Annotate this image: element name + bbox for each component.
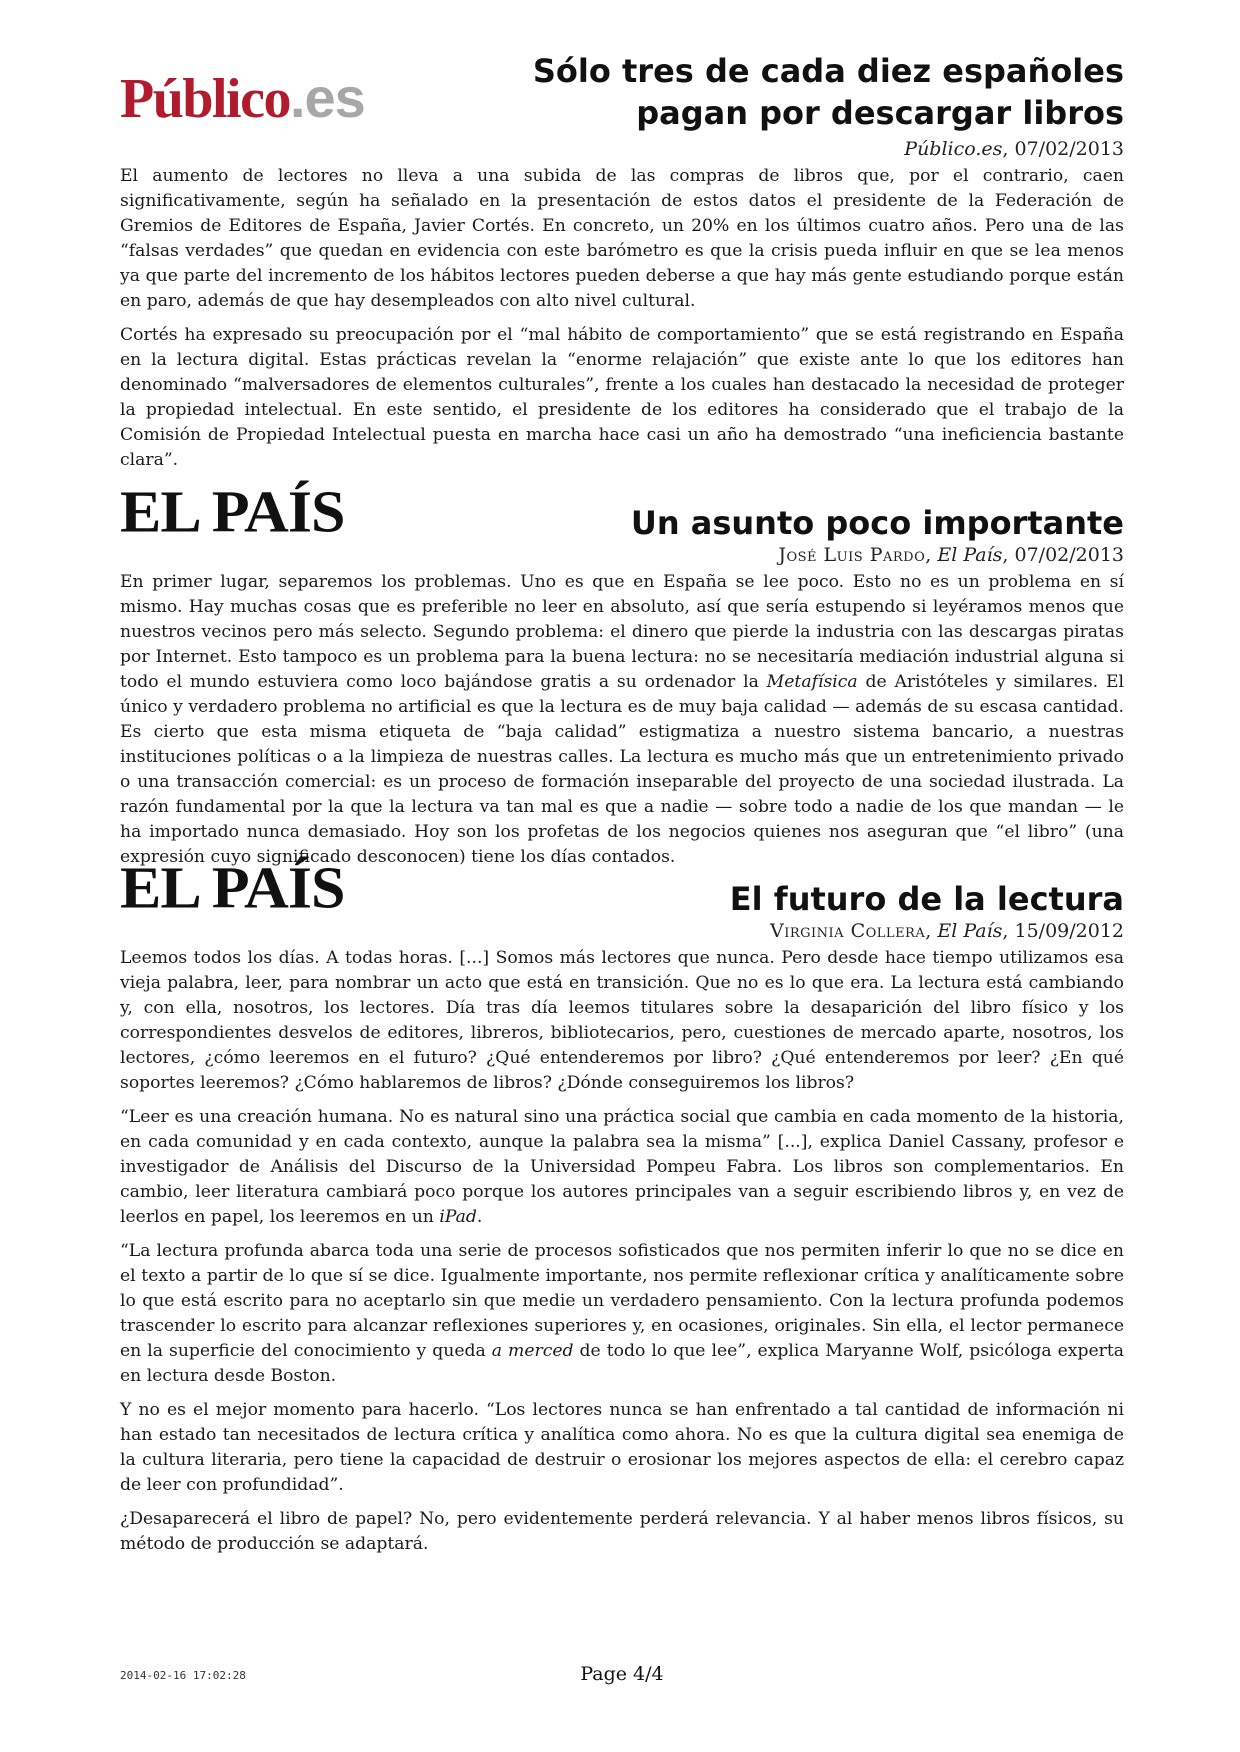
article-paragraph: Y no es el mejor momento para hacerlo. “Los lectores nunca se han enfrentado a tal cantidad de información ni han estado tan necesitados de lectura crítica y analítica como ahora. No es que la cultura digital sea enemiga de la cultura literaria, pero tiene la capacidad de destruir o erosionar los mejores aspectos de ella: el cerebro capaz de leer con profundidad”. <box>120 1400 1124 1495</box>
article-byline: Virginia Collera, El País, 15/09/2012 <box>770 920 1124 942</box>
publico-logo: Público.es <box>120 66 365 130</box>
article-paragraph: El aumento de lectores no lleva a una subida de las compras de libros que, por el contrario, caen significativamente, según ha señalado en la presentación de estos datos el presidente de la Federación de Gremios de Editores de España, Javier Cortés. En concreto, un 20% en los últimos cuatro años. Pero una de las “falsas verdades” que quedan en evidencia con este barómetro es que la crisis pueda influir en que se lea menos ya que parte del incremento de los hábitos lectores pueden deberse a que hay más gente estudiando porque están en paro, además de que hay desempleados con alto nivel cultural. <box>120 166 1124 311</box>
page-footer <box>120 1663 1124 1687</box>
article-paragraph: Leemos todos los días. A todas horas. [...] Somos más lectores que nunca. Pero desde hace tiempo utilizamos esa vieja palabra, leer, para nombrar un acto que está en transición. Que no es lo que era. La lectura está cambiando y, con ella, nosotros, los lectores. Día tras día leemos titulares sobre la desaparición del libro físico y los correspondientes desvelos de editores, libreros, bibliotecarios, pero, cuestiones de mercado aparte, nosotros, los lectores, ¿cómo leeremos en el futuro? ¿Qué entenderemos por libro? ¿Qué entenderemos por leer? ¿En qué soportes leeremos? ¿Cómo hablaremos de libros? ¿Dónde conseguiremos los libros? <box>120 948 1124 1093</box>
article-title: El futuro de la lectura <box>729 880 1124 918</box>
article-paragraph: En primer lugar, separemos los problemas. Uno es que en España se lee poco. Esto no es un problema en sí mismo. Hay muchas cosas que es preferible no leer en absoluto, así que sería estupendo si leyéramos menos que nuestros vecinos pero más selecto. Segundo problema: el dinero que pierde la industria con las descargas piratas por Internet. Esto tampoco es un problema para la buena lectura: no se necesitaría mediación industrial alguna si todo el mundo estuviera como loco bajándose gratis a su ordenador la Metafísica de Aristóteles y similares. El único y verdadero problema no artificial es que la lectura es de muy baja calidad — además de su escasa cantidad. Es cierto que esta misma etiqueta de “baja calidad” estigmatiza a nuestro sistema bancario, a nuestras instituciones políticas o a la limpieza de nuestras calles. La lectura es mucho más que un entretenimiento privado o una transacción comercial: es un proceso de formación inseparable del proyecto de una sociedad ilustrada. La razón fundamental por la que la lectura va tan mal es que a nadie — sobre todo a nadie de los que mandan — le ha importado nunca demasiado. Hoy son los profetas de los negocios quienes nos aseguran que “el libro” (una expresión cuyo significado desconocen) tiene los días contados. <box>120 572 1124 867</box>
article-paragraph: “La lectura profunda abarca toda una serie de procesos sofisticados que nos permiten inferir lo que no se dice en el texto a partir de lo que sí se dice. Igualmente importante, nos permite reflexionar crítica y analíticamente sobre lo que está escrito para no aceptarlo sin que medie un verdadero pensamiento. Con la lectura profunda podemos trascender lo escrito para alcanzar reflexiones superiores y, en ocasiones, originales. Sin ella, el lector permanece en la superficie del conocimiento y queda a merced de todo lo que lee”, explica Maryanne Wolf, psicóloga experta en lectura desde Boston. <box>120 1241 1124 1386</box>
article-elpais-2 <box>120 856 1124 1557</box>
article-paragraph: ¿Desaparecerá el libro de papel? No, pero evidentemente perderá relevancia. Y al haber menos libros físicos, su método de producción se adaptará. <box>120 1509 1124 1554</box>
article-title: Sólo tres de cada diez españoles pagan por descargar libros <box>532 52 1124 132</box>
article-title: Un asunto poco importante <box>630 504 1124 542</box>
article-byline: José Luis Pardo, El País, 07/02/2013 <box>778 544 1124 566</box>
article-byline: Público.es, 07/02/2013 <box>904 138 1124 160</box>
print-timestamp: 2014-02-16 17:02:28 <box>120 1669 246 1682</box>
article-publico <box>120 50 1124 480</box>
document-page <box>120 50 1124 1566</box>
article-elpais-1 <box>120 480 1124 867</box>
article-paragraph: Cortés ha expresado su preocupación por el “mal hábito de comportamiento” que se está registrando en España en la lectura digital. Estas prácticas revelan la “enorme relajación” que existe ante lo que los editores han denominado “malversadores de elementos culturales”, frente a los cuales han destacado la necesidad de proteger la propiedad intelectual. En este sentido, el presidente de los editores ha considerado que el trabajo de la Comisión de Propiedad Intelectual puesta en marcha hace casi un año ha demostrado “una ineficiencia bastante clara”. <box>120 325 1124 470</box>
elpais-logo: EL PAÍS <box>120 480 345 545</box>
article-paragraph: “Leer es una creación humana. No es natural sino una práctica social que cambia en cada momento de la historia, en cada comunidad y en cada contexto, aunque la palabra sea la misma” [...], explica Daniel Cassany, profesor e investigador de Análisis del Discurso de la Universidad Pompeu Fabra. Los libros son complementarios. En cambio, leer literatura cambiará poco porque los autores principales van a seguir escribiendo libros y, en vez de leerlos en papel, los leeremos en un iPad. <box>120 1107 1124 1227</box>
elpais-logo: EL PAÍS <box>120 856 345 921</box>
page-number: Page 4/4 <box>580 1663 664 1685</box>
